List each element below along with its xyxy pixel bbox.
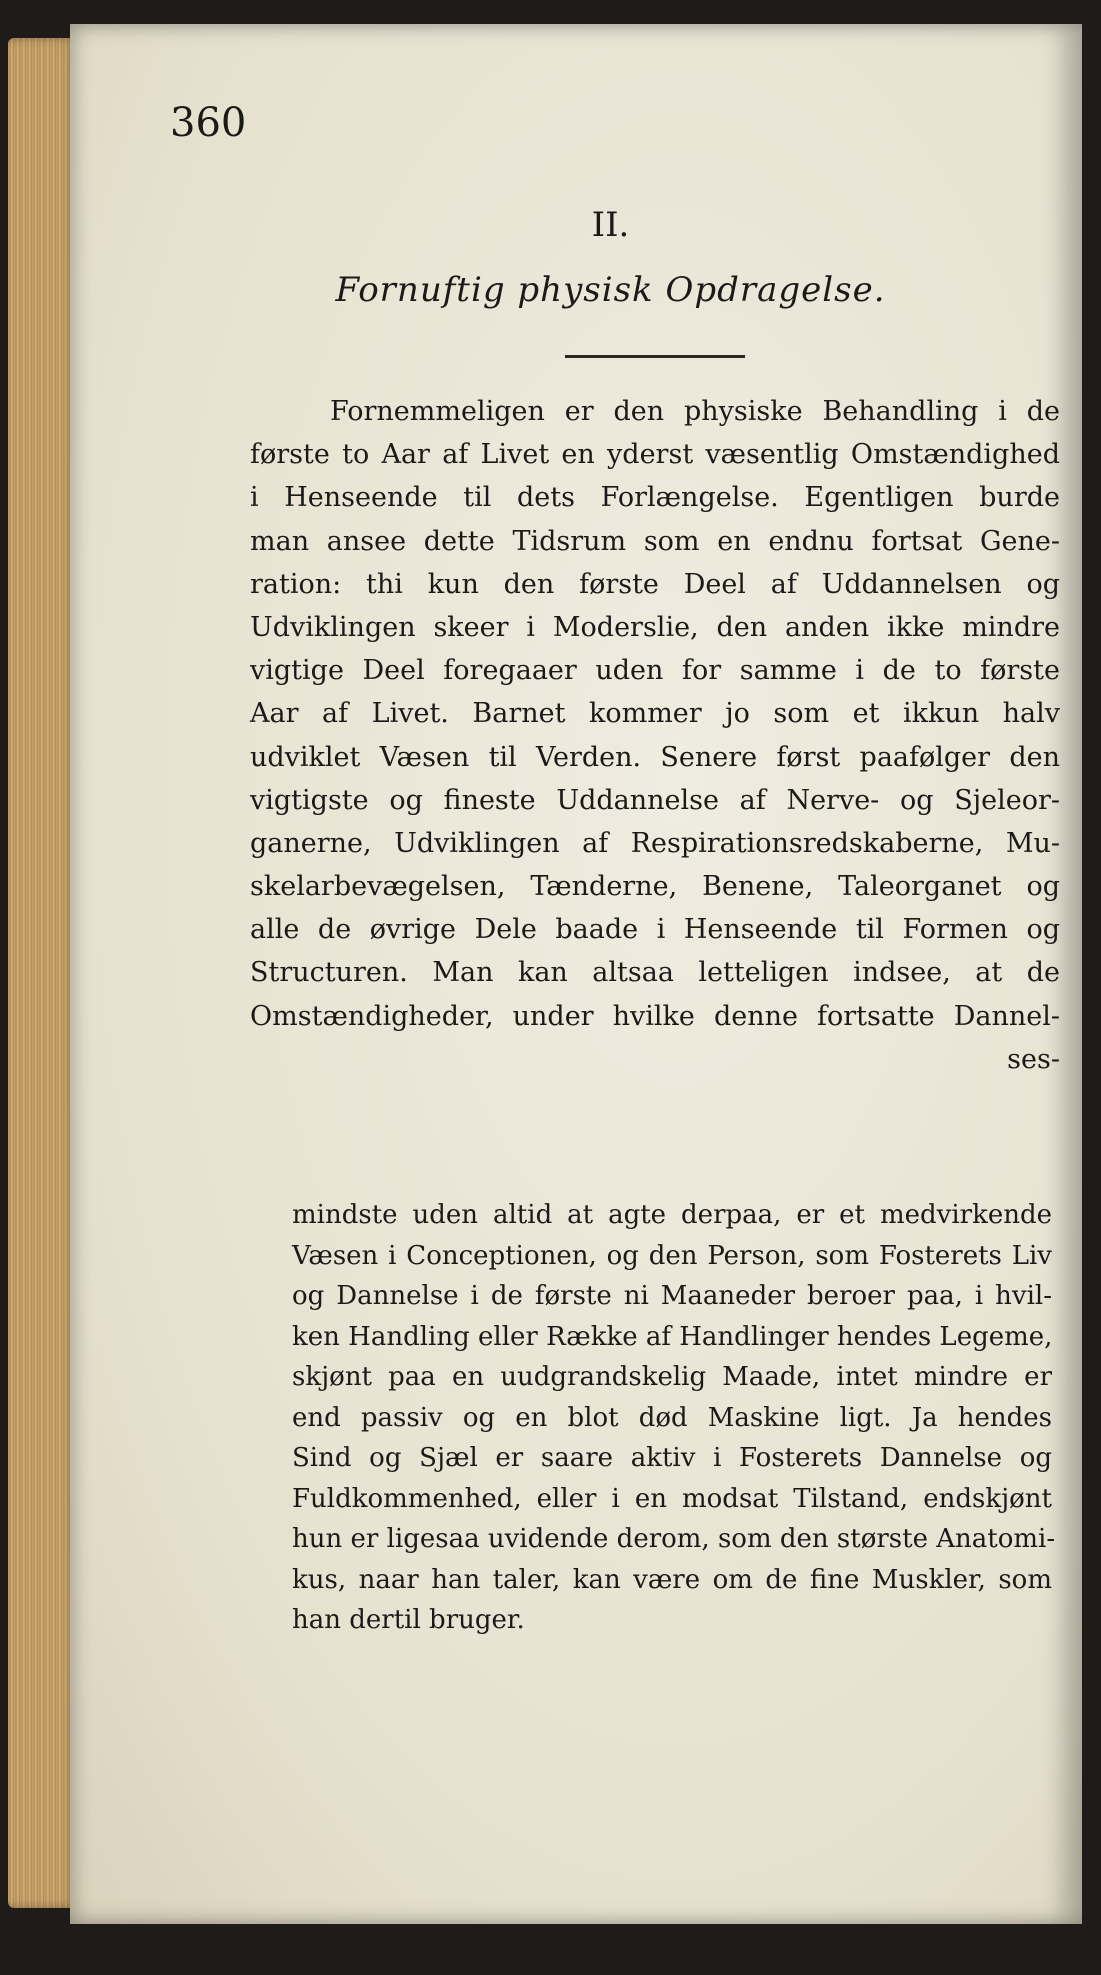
title-rule bbox=[565, 355, 745, 358]
body-line: udviklet Væsen til Verden. Senere først paafølger den bbox=[250, 741, 1060, 773]
body-text bbox=[250, 390, 1060, 1081]
body-line: Fornemmeligen er den physiske Behandling i de bbox=[330, 396, 1060, 427]
body-line: skelarbevægelsen, Tænderne, Benene, Taleorganet og bbox=[250, 871, 1060, 903]
body-line: Udviklingen skeer i Moderslie, den anden ikke mindre bbox=[250, 611, 1060, 643]
footnote bbox=[292, 1195, 1056, 1641]
footnote-line: ken Handling eller Række af Handlinger hendes Legeme, bbox=[292, 1321, 1053, 1352]
body-line: Structuren. Man kan altsaa letteligen indsee, at de bbox=[250, 957, 1060, 989]
page-edges bbox=[8, 38, 78, 1908]
footnote-line: Fuldkommenhed, eller i en modsat Tilstand, endskjønt bbox=[292, 1483, 1052, 1514]
page-number: 360 bbox=[170, 100, 247, 146]
body-line: ration: thi kun den første Deel af Uddannelsen og bbox=[250, 568, 1060, 600]
footnote-line: mindste uden altid at agte derpaa, er et medvirkende bbox=[292, 1200, 1052, 1230]
footnote-line: Væsen i Conceptionen, og den Person, som Fosterets Liv bbox=[292, 1240, 1052, 1271]
footnote-line: hun er ligesaa uvidende derom, som den største Anatomi- bbox=[292, 1524, 1056, 1554]
footnote-line: kus, naar han taler, kan være om de fine Muskler, som bbox=[292, 1564, 1052, 1595]
body-line: første to Aar af Livet en yderst væsentlig Omstændighed bbox=[250, 439, 1060, 471]
section-number: II. bbox=[591, 205, 630, 245]
body-line: Aar af Livet. Barnet kommer jo som et ikkun halv bbox=[250, 698, 1060, 730]
catchword: ses- bbox=[1007, 1043, 1060, 1075]
body-line: ganerne, Udviklingen af Respirationsredskaberne, Mu- bbox=[250, 827, 1060, 859]
body-line: Omstændigheder, under hvilke denne fortsatte Dannel- bbox=[250, 1000, 1060, 1032]
section-title: Fornuftig physisk Opdragelse. bbox=[335, 270, 886, 310]
footnote-line: Sind og Sjæl er saare aktiv i Fosterets Dannelse og bbox=[292, 1443, 1052, 1473]
footnote-line: han dertil bruger. bbox=[292, 1605, 525, 1635]
body-line: alle de øvrige Dele baade i Henseende til Formen og bbox=[250, 914, 1060, 946]
body-line: i Henseende til dets Forlængelse. Egentligen burde bbox=[250, 482, 1060, 514]
footnote-line: og Dannelse i de første ni Maaneder beroer paa, i hvil- bbox=[292, 1281, 1052, 1311]
body-line: vigtige Deel foregaaer uden for samme i de to første bbox=[250, 655, 1060, 687]
footnote-line: end passiv og en blot død Maskine ligt. Ja hendes bbox=[292, 1402, 1052, 1433]
body-line: man ansee dette Tidsrum som en endnu fortsat Gene- bbox=[250, 525, 1060, 557]
body-line: vigtigste og fineste Uddannelse af Nerve- og Sjeleor- bbox=[250, 784, 1060, 816]
footnote-line: skjønt paa en uudgrandskelig Maade, intet mindre er bbox=[292, 1362, 1052, 1392]
